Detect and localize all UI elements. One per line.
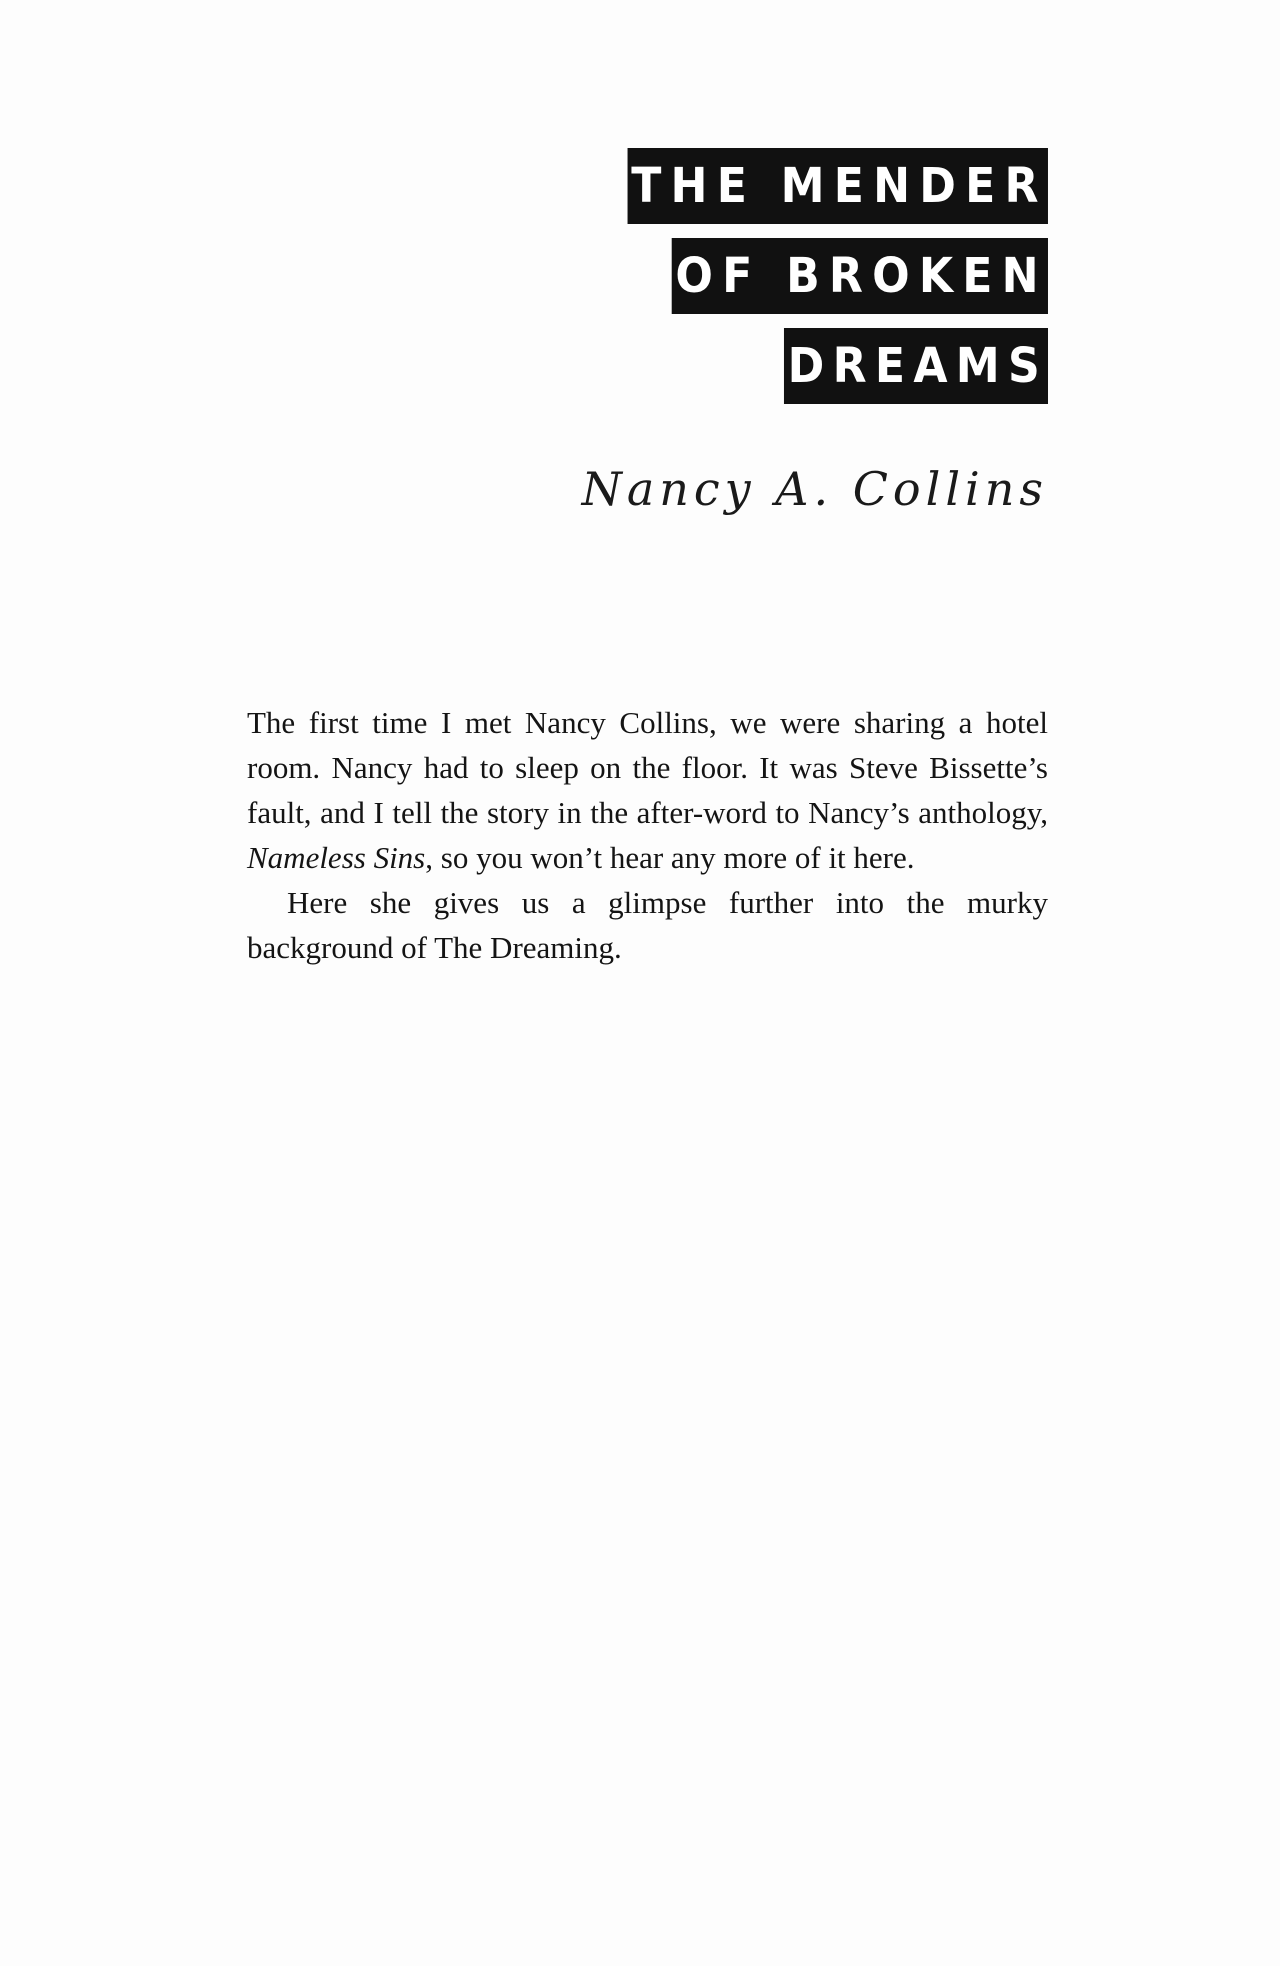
author-name: Nancy A. Collins: [581, 462, 1048, 516]
story-title: [578, 148, 1048, 418]
title-line-3: DREAMS: [784, 328, 1048, 404]
intro-p1-text-a: The first time I met Nancy Collins, we were sharing a hotel room. Nancy had to sleep on the floor. It was Steve Bissette’s fault, and I tell the story in the after-word to Nancy’s anthology,: [247, 705, 1048, 830]
intro-paragraph-2: Here she gives us a glimpse further into the murky background of The Dreaming.: [247, 885, 1048, 965]
title-line-2: OF BROKEN: [672, 238, 1048, 314]
introduction-text: [247, 700, 1048, 970]
intro-paragraph-1: [247, 700, 1048, 880]
anthology-title: Nameless Sins: [247, 840, 426, 875]
title-line-1: THE MENDER: [628, 148, 1048, 224]
intro-p1-text-b: , so you won’t hear any more of it here.: [425, 840, 915, 875]
